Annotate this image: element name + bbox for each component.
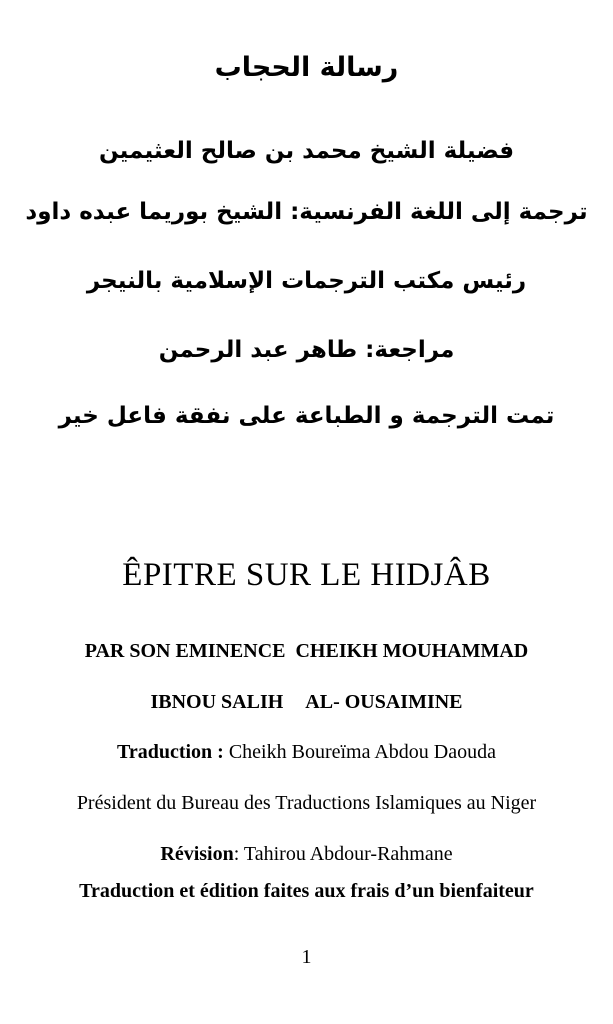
french-title: ÊPITRE SUR LE HIDJÂB bbox=[122, 557, 491, 593]
french-translation bbox=[0, 741, 613, 764]
arabic-translation: ترجمة إلى اللغة الفرنسية: الشيخ بوريما عبده داود bbox=[25, 199, 588, 225]
french-revision bbox=[0, 843, 613, 866]
arabic-author: فضيلة الشيخ محمد بن صالح العثيمين bbox=[98, 138, 515, 164]
revision-value: : Tahirou Abdour-Rahmane bbox=[233, 843, 453, 865]
page-number: 1 bbox=[301, 946, 312, 968]
french-author-name-part-1: IBNOU SALIH bbox=[150, 691, 284, 713]
arabic-title: رسالة الحجاب bbox=[214, 52, 399, 83]
french-author-line-1: PAR SON EMINENCE CHEIKH MOUHAMMAD bbox=[84, 640, 529, 662]
arabic-president: رئيس مكتب الترجمات الإسلامية بالنيجر bbox=[86, 268, 527, 294]
french-author-name-part-2: AL- OUSAIMINE bbox=[305, 691, 463, 713]
translation-label: Traduction : bbox=[116, 741, 224, 763]
french-funding: Traduction et édition faites aux frais d’un bienfaiteur bbox=[79, 880, 534, 902]
french-author-line-2 bbox=[0, 691, 613, 714]
translation-value: Cheikh Boureïma Abdou Daouda bbox=[228, 741, 497, 763]
revision-label: Révision bbox=[160, 843, 234, 865]
arabic-funding: تمت الترجمة و الطباعة على نفقة فاعل خير bbox=[58, 403, 555, 429]
arabic-revision: مراجعة: طاهر عبد الرحمن bbox=[158, 337, 455, 363]
french-president: Président du Bureau des Traductions Islamiques au Niger bbox=[76, 792, 537, 814]
